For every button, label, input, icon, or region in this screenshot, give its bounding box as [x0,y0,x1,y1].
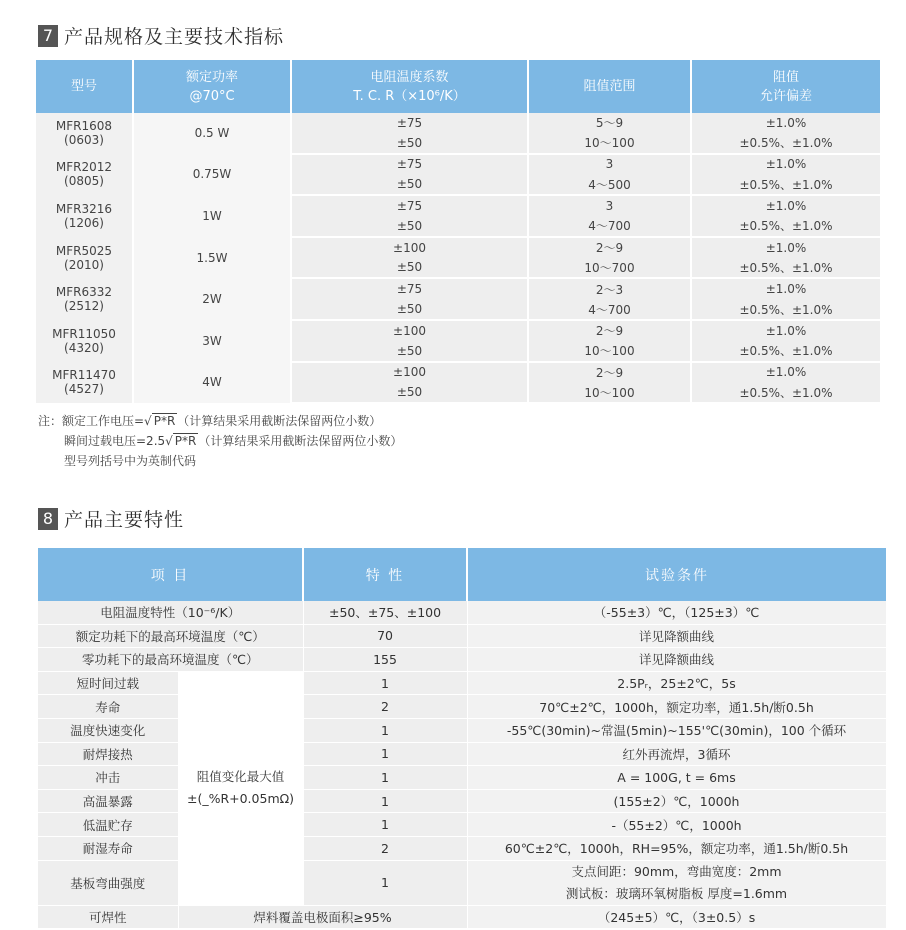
table-row [36,195,880,216]
row-cond: -55℃(30min)~常温(5min)~155'℃(30min)，100 个循环 [467,718,886,742]
row-char: 155 [303,648,467,672]
row-item: 低温贮存 [38,813,178,837]
header-power-line1: 额定功率 [185,69,238,85]
table-row [36,362,880,383]
power-cell: 0.75W [133,154,291,196]
power-cell: 2W [133,278,291,320]
row-item: 耐湿寿命 [38,836,178,860]
row-cond: 70℃±2℃，1000h，额定功率，通1.5h/断0.5h [467,695,886,719]
bend-cond-line2: 测试板：玻璃环氧树脂板 厚度=1.6mm [565,885,788,901]
row-cond: 详见降额曲线 [467,648,886,672]
section-8-title [38,505,184,532]
header-tol-line1: 阻值 [772,69,799,85]
header-char: 特 性 [303,548,467,601]
row-char: 2 [303,836,467,860]
row-char: 1 [303,671,467,695]
note-line-1 [38,411,402,431]
spec-table [36,60,880,404]
tcr-cell: ±75 [291,195,528,216]
row-item: 可焊性 [38,905,178,929]
model-size: (1206) [64,215,104,230]
note-line-3: 型号列括号中为英制代码 [64,454,197,468]
row-item: 短时间过载 [38,671,178,695]
row-char: 1 [303,766,467,790]
table-row [38,695,886,719]
tolerance-cell: ±1.0% [691,113,880,133]
row-char: 70 [303,624,467,648]
table-row [38,789,886,813]
note2-sqrt: P*R [174,434,197,448]
model-cell [36,320,133,362]
header-cond: 试验条件 [467,548,886,601]
header-model: 型号 [36,60,133,113]
row-char: 1 [303,789,467,813]
range-cell: 10～100 [528,341,691,362]
tolerance-cell: ±0.5%、±1.0% [691,216,880,237]
row-cond: (155±2）℃，1000h [467,789,886,813]
power-cell: 1.5W [133,237,291,279]
row-char: 1 [303,718,467,742]
model-name: MFR11470 [52,368,116,383]
range-cell: 4～700 [528,299,691,320]
model-cell [36,113,133,154]
spec-notes [38,411,402,471]
merged-label-line2: ±(_%R+0.05mΩ) [186,791,295,807]
note-line-2 [38,431,402,451]
tolerance-cell: ±1.0% [691,237,880,258]
tolerance-cell: ±1.0% [691,362,880,383]
model-size: (4527) [64,382,104,397]
model-size: (2512) [64,299,104,314]
table-row [38,718,886,742]
model-size: (2010) [64,257,104,272]
table-row [38,671,886,695]
model-size: (0805) [64,174,104,189]
row-cond: 60℃±2℃，1000h，RH=95%，额定功率，通1.5h/断0.5h [467,836,886,860]
tcr-cell: ±50 [291,174,528,195]
power-cell: 1W [133,195,291,237]
header-range: 阻值范围 [528,60,691,113]
resistance-change-label [178,671,303,905]
characteristics-table [38,548,887,929]
range-cell: 5～9 [528,113,691,133]
characteristics-header [38,548,886,601]
tcr-cell: ±75 [291,154,528,175]
section-7-title [38,22,284,49]
tolerance-cell: ±1.0% [691,154,880,175]
section-7-number: 7 [38,25,58,47]
tcr-cell: ±50 [291,216,528,237]
table-row [36,320,880,341]
table-row [36,154,880,175]
row-item: 温度快速变化 [38,718,178,742]
note2-suffix: （计算结果采用截断法保留两位小数） [198,434,403,448]
range-cell: 4～500 [528,174,691,195]
tcr-cell: ±100 [291,237,528,258]
note1-suffix: （计算结果采用截断法保留两位小数） [177,414,382,428]
tcr-cell: ±50 [291,133,528,154]
header-tcr-line1: 电阻温度系数 [370,69,449,85]
power-cell: 0.5 W [133,113,291,154]
tolerance-cell: ±0.5%、±1.0% [691,258,880,279]
row-cond: 红外再流焊，3循环 [467,742,886,766]
header-power [133,60,291,113]
row-item: 电阻温度特性（10⁻⁶/K） [38,601,303,624]
table-row [36,113,880,133]
model-name: MFR1608 [55,119,113,134]
table-row [38,860,886,905]
tolerance-cell: ±0.5%、±1.0% [691,174,880,195]
table-row [36,278,880,299]
row-cond: A = 100G, t = 6ms [467,766,886,790]
table-row [38,648,886,672]
range-cell: 10～700 [528,258,691,279]
tcr-cell: ±50 [291,299,528,320]
tolerance-cell: ±1.0% [691,278,880,299]
row-char: 1 [303,860,467,905]
row-cond: （245±5）℃，（3±0.5）s [467,905,886,929]
row-item: 高温暴露 [38,789,178,813]
note1-prefix: 注：额定工作电压=√ [38,414,152,428]
header-item: 项 目 [38,548,303,601]
merged-label-line1: 阻值变化最大值 [196,769,285,785]
tcr-cell: ±50 [291,258,528,279]
model-name: MFR2012 [55,160,113,175]
model-cell [36,195,133,237]
tcr-cell: ±50 [291,382,528,403]
range-cell: 10～100 [528,382,691,403]
model-name: MFR6332 [55,285,113,300]
row-cond: 2.5Pᵣ，25±2℃，5s [467,671,886,695]
tolerance-cell: ±1.0% [691,320,880,341]
tcr-cell: ±100 [291,320,528,341]
tcr-cell: ±50 [291,341,528,362]
range-cell: 2～9 [528,320,691,341]
bend-cond-line1: 支点间距：90mm，弯曲宽度：2mm [571,863,782,879]
table-row [38,742,886,766]
model-name: MFR3216 [55,201,113,216]
model-name: MFR5025 [55,243,113,258]
row-cond: -（55±2）℃，1000h [467,813,886,837]
range-cell: 2～3 [528,278,691,299]
section-8-heading: 产品主要特性 [64,509,185,531]
row-cond [467,860,886,905]
note2-prefix: 瞬间过载电压=2.5√ [64,434,173,448]
header-tcr-line2: T. C. R（×10⁶/K） [353,88,466,104]
row-cond: 详见降额曲线 [467,624,886,648]
row-item: 零功耗下的最高环境温度（℃） [38,648,303,672]
table-row [36,237,880,258]
row-item: 冲击 [38,766,178,790]
tolerance-cell: ±0.5%、±1.0% [691,299,880,320]
spec-table-header [36,60,880,113]
tcr-cell: ±75 [291,113,528,133]
row-char: ±50、±75、±100 [303,601,467,624]
model-cell [36,154,133,196]
model-size: (4320) [64,340,104,355]
model-size: (0603) [64,133,104,148]
range-cell: 3 [528,195,691,216]
tolerance-cell: ±0.5%、±1.0% [691,133,880,154]
row-char: 1 [303,742,467,766]
power-cell: 4W [133,362,291,404]
row-char: 焊料覆盖电极面积≥95% [178,905,467,929]
table-row [38,905,886,929]
table-row [38,766,886,790]
range-cell: 10～100 [528,133,691,154]
power-cell: 3W [133,320,291,362]
model-cell [36,362,133,404]
row-cond: （-55±3）℃，（125±3）℃ [467,601,886,624]
range-cell: 3 [528,154,691,175]
header-tolerance [691,60,880,113]
section-7-heading: 产品规格及主要技术指标 [64,26,285,48]
range-cell: 2～9 [528,237,691,258]
note1-sqrt: P*R [153,414,176,428]
row-item: 基板弯曲强度 [38,860,178,905]
header-tol-line2: 允许偏差 [759,88,812,104]
tcr-cell: ±75 [291,278,528,299]
row-char: 2 [303,695,467,719]
header-tcr [291,60,528,113]
section-8-number: 8 [38,508,58,530]
model-cell [36,237,133,279]
table-row [38,836,886,860]
tolerance-cell: ±0.5%、±1.0% [691,341,880,362]
row-item: 额定功耗下的最高环境温度（℃） [38,624,303,648]
table-row [38,813,886,837]
row-char: 1 [303,813,467,837]
tcr-cell: ±100 [291,362,528,383]
range-cell: 2～9 [528,362,691,383]
table-row [38,624,886,648]
row-item: 寿命 [38,695,178,719]
model-cell [36,278,133,320]
row-item: 耐焊接热 [38,742,178,766]
model-name: MFR11050 [52,326,116,341]
table-row [38,601,886,624]
tolerance-cell: ±0.5%、±1.0% [691,382,880,403]
range-cell: 4～700 [528,216,691,237]
header-power-line2: @70°C [189,88,235,104]
tolerance-cell: ±1.0% [691,195,880,216]
